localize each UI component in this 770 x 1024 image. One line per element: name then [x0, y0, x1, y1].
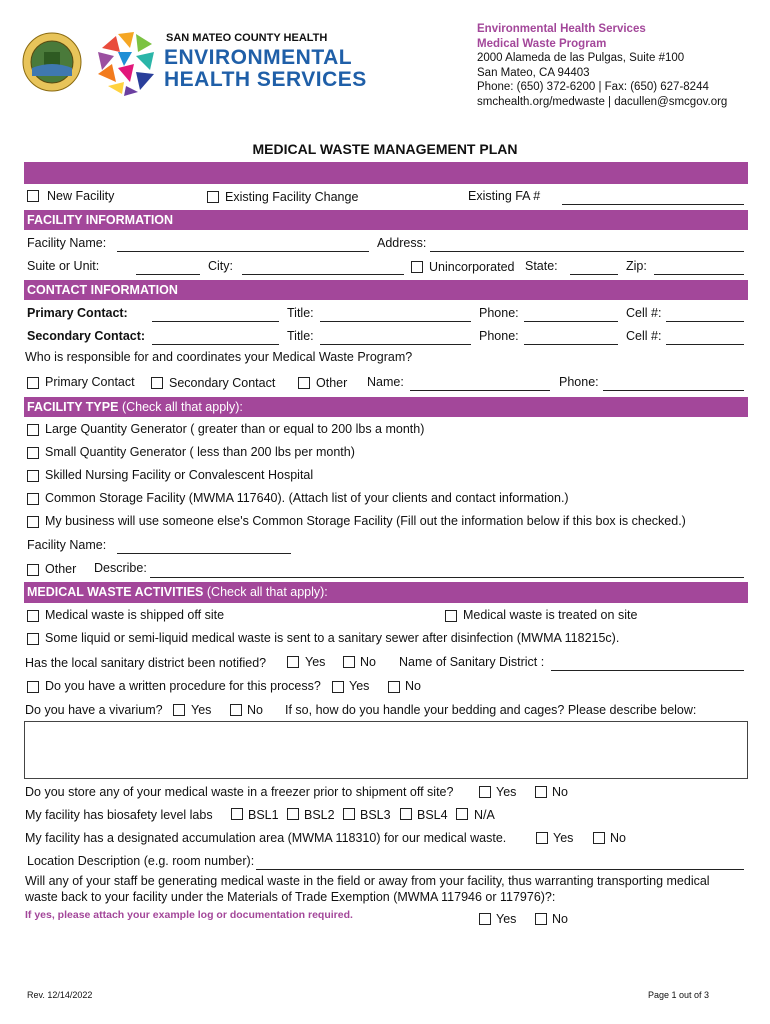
secondary-title-label: Title: — [287, 329, 314, 343]
transport-no-label: No — [552, 912, 568, 926]
secondary-cell-label: Cell #: — [626, 329, 662, 343]
zip-label: Zip: — [626, 259, 647, 273]
notified-yes-checkbox[interactable] — [287, 656, 299, 668]
org-big-name-2: HEALTH SERVICES — [164, 68, 367, 91]
facility-type-header — [24, 397, 748, 417]
primary-contact-label: Primary Contact: — [27, 306, 128, 320]
liquid-waste-checkbox[interactable] — [27, 633, 39, 645]
primary-cell-field[interactable] — [666, 321, 744, 322]
snf-checkbox[interactable] — [27, 470, 39, 482]
header-web-email: smchealth.org/medwaste | dacullen@smcgov.org — [477, 95, 728, 108]
transport-question-line2: waste back to your facility under the Materials of Trade Exemption (MWMA 117946 or 117976)?: — [25, 890, 556, 904]
type-other-checkbox[interactable] — [27, 564, 39, 576]
responsible-secondary-label: Secondary Contact — [169, 376, 276, 390]
header-dept: Environmental Health Services — [477, 23, 646, 35]
responsible-name-label: Name: — [367, 375, 404, 389]
existing-fa-field[interactable] — [562, 204, 744, 205]
bsl4-label: BSL4 — [417, 808, 448, 822]
bsl1-label: BSL1 — [248, 808, 279, 822]
transport-no-checkbox[interactable] — [535, 913, 547, 925]
notified-no-checkbox[interactable] — [343, 656, 355, 668]
city-label: City: — [208, 259, 233, 273]
attach-note: If yes, please attach your example log or documentation required. — [25, 909, 353, 921]
type-other-label: Other — [45, 562, 77, 576]
csf-label: Common Storage Facility (MWMA 117640). (Attach list of your clients and contact information.) — [45, 491, 569, 505]
page-number: Page 1 out of 3 — [648, 990, 710, 1000]
freezer-question: Do you store any of your medical waste in a freezer prior to shipment off site? — [25, 785, 454, 799]
bedding-description-textarea[interactable] — [24, 721, 748, 779]
header-contact-block — [477, 22, 727, 109]
facility-type-subtitle: (Check all that apply): — [121, 400, 243, 414]
ehs-logo-mark — [94, 30, 158, 96]
responsible-other-checkbox[interactable] — [298, 377, 310, 389]
org-small-name: SAN MATEO COUNTY HEALTH — [166, 32, 328, 44]
snf-label: Skilled Nursing Facility or Convalescent Hospital — [45, 468, 314, 482]
accum-yes-label: Yes — [553, 831, 574, 845]
city-field[interactable] — [242, 274, 404, 275]
primary-phone-field[interactable] — [524, 321, 618, 322]
freezer-yes-checkbox[interactable] — [479, 786, 491, 798]
notified-no-label: No — [360, 655, 376, 669]
page-title: MEDICAL WASTE MANAGEMENT PLAN — [252, 141, 518, 157]
suite-field[interactable] — [136, 274, 200, 275]
primary-title-label: Title: — [287, 306, 314, 320]
unincorporated-checkbox[interactable] — [411, 261, 423, 273]
existing-fa-label: Existing FA # — [468, 189, 541, 203]
existing-facility-change-checkbox[interactable] — [207, 191, 219, 203]
secondary-phone-label: Phone: — [479, 329, 519, 343]
existing-facility-change-label: Existing Facility Change — [225, 190, 359, 204]
bsl3-checkbox[interactable] — [343, 808, 355, 820]
facility-name-label: Facility Name: — [27, 236, 107, 250]
biosafety-question: My facility has biosafety level labs — [25, 808, 213, 822]
secondary-phone-field[interactable] — [524, 344, 618, 345]
type-describe-label: Describe: — [94, 561, 147, 575]
new-facility-label: New Facility — [47, 189, 115, 203]
accum-no-checkbox[interactable] — [593, 832, 605, 844]
freezer-yes-label: Yes — [496, 785, 517, 799]
bsl2-label: BSL2 — [304, 808, 335, 822]
vivarium-no-checkbox[interactable] — [230, 704, 242, 716]
responsible-primary-label: Primary Contact — [45, 375, 135, 389]
treated-onsite-label: Medical waste is treated on site — [463, 608, 638, 622]
revision-date: Rev. 12/14/2022 — [27, 990, 93, 1000]
responsible-primary-checkbox[interactable] — [27, 377, 39, 389]
location-field[interactable] — [256, 869, 744, 870]
liquid-waste-label: Some liquid or semi-liquid medical waste is sent to a sanitary sewer after disinfection (MWMA 118215c). — [45, 631, 620, 645]
primary-title-field[interactable] — [320, 321, 471, 322]
responsible-phone-label: Phone: — [559, 375, 599, 389]
district-notified-question: Has the local sanitary district been notified? — [25, 656, 267, 670]
type-describe-field[interactable] — [150, 577, 744, 578]
vivarium-no-label: No — [247, 703, 263, 717]
org-big-name-1: ENVIRONMENTAL — [164, 46, 353, 69]
sqg-label: Small Quantity Generator ( less than 200 lbs per month) — [45, 445, 355, 459]
procedure-yes-label: Yes — [349, 679, 370, 693]
suite-label: Suite or Unit: — [27, 259, 100, 273]
bedding-question: If so, how do you handle your bedding and cages? Please describe below: — [285, 703, 697, 717]
lqg-checkbox[interactable] — [27, 424, 39, 436]
activities-title: MEDICAL WASTE ACTIVITIES — [27, 585, 204, 599]
freezer-no-label: No — [552, 785, 568, 799]
notified-yes-label: Yes — [305, 655, 326, 669]
vivarium-yes-checkbox[interactable] — [173, 704, 185, 716]
primary-cell-label: Cell #: — [626, 306, 662, 320]
shipped-offsite-label: Medical waste is shipped off site — [45, 608, 225, 622]
facility-type-title: FACILITY TYPE — [27, 400, 119, 414]
na-label: N/A — [474, 808, 495, 822]
bsl2-checkbox[interactable] — [287, 808, 299, 820]
header-phone-fax: Phone: (650) 372-6200 | Fax: (650) 627-8244 — [477, 81, 709, 93]
accum-no-label: No — [610, 831, 626, 845]
new-facility-checkbox[interactable] — [27, 190, 39, 202]
secondary-title-field[interactable] — [320, 344, 471, 345]
accumulation-question: My facility has a designated accumulation area (MWMA 118310) for our medical waste. — [25, 831, 507, 845]
responsible-phone-field[interactable] — [603, 390, 744, 391]
header-program: Medical Waste Program — [477, 37, 607, 50]
csf-facility-name-field[interactable] — [117, 553, 291, 554]
transport-yes-label: Yes — [496, 912, 517, 926]
written-procedure-question: Do you have a written procedure for this process? — [45, 679, 321, 693]
responsible-question: Who is responsible for and coordinates your Medical Waste Program? — [25, 350, 413, 364]
vivarium-question: Do you have a vivarium? — [25, 703, 163, 717]
accum-yes-checkbox[interactable] — [536, 832, 548, 844]
primary-contact-field[interactable] — [152, 321, 279, 322]
responsible-other-label: Other — [316, 376, 348, 390]
activities-header — [24, 582, 748, 603]
title-bar — [24, 162, 748, 184]
written-procedure-checkbox[interactable] — [27, 681, 39, 693]
contact-info-header: CONTACT INFORMATION — [24, 280, 748, 300]
procedure-no-checkbox[interactable] — [388, 681, 400, 693]
facility-name-field[interactable] — [117, 251, 369, 252]
header-address1: 2000 Alameda de las Pulgas, Suite #100 — [477, 52, 685, 64]
csf-facility-name-label: Facility Name: — [27, 538, 107, 552]
secondary-contact-field[interactable] — [152, 344, 279, 345]
secondary-contact-label: Secondary Contact: — [27, 329, 146, 343]
location-label: Location Description (e.g. room number): — [27, 854, 255, 868]
shipped-offsite-checkbox[interactable] — [27, 610, 39, 622]
activities-subtitle: (Check all that apply): — [206, 585, 328, 599]
unincorporated-label: Unincorporated — [429, 260, 515, 274]
csf-checkbox[interactable] — [27, 493, 39, 505]
vivarium-yes-label: Yes — [191, 703, 212, 717]
procedure-yes-checkbox[interactable] — [332, 681, 344, 693]
county-seal — [22, 32, 82, 92]
sanitary-district-field[interactable] — [551, 670, 744, 671]
secondary-cell-field[interactable] — [666, 344, 744, 345]
treated-onsite-checkbox[interactable] — [445, 610, 457, 622]
state-label: State: — [525, 259, 558, 273]
address-field[interactable] — [430, 251, 744, 252]
freezer-no-checkbox[interactable] — [535, 786, 547, 798]
sanitary-district-label: Name of Sanitary District : — [399, 655, 545, 669]
other-csf-label: My business will use someone else's Common Storage Facility (Fill out the information below if this box is checked.) — [45, 514, 686, 528]
transport-question-line1: Will any of your staff be generating medical waste in the field or away from your facility, thus warranting transporting medical — [25, 874, 710, 888]
bsl4-checkbox[interactable] — [400, 808, 412, 820]
bsl3-label: BSL3 — [360, 808, 391, 822]
sqg-checkbox[interactable] — [27, 447, 39, 459]
header-address2: San Mateo, CA 94403 — [477, 66, 590, 79]
responsible-name-field[interactable] — [410, 390, 550, 391]
transport-yes-checkbox[interactable] — [479, 913, 491, 925]
bsl1-checkbox[interactable] — [231, 808, 243, 820]
lqg-label: Large Quantity Generator ( greater than or equal to 200 lbs a month) — [45, 422, 425, 436]
primary-phone-label: Phone: — [479, 306, 519, 320]
procedure-no-label: No — [405, 679, 421, 693]
zip-field[interactable] — [654, 274, 744, 275]
na-checkbox[interactable] — [456, 808, 468, 820]
address-label: Address: — [377, 236, 427, 250]
other-csf-checkbox[interactable] — [27, 516, 39, 528]
responsible-secondary-checkbox[interactable] — [151, 377, 163, 389]
facility-info-header: FACILITY INFORMATION — [24, 210, 748, 230]
state-field[interactable] — [570, 274, 618, 275]
